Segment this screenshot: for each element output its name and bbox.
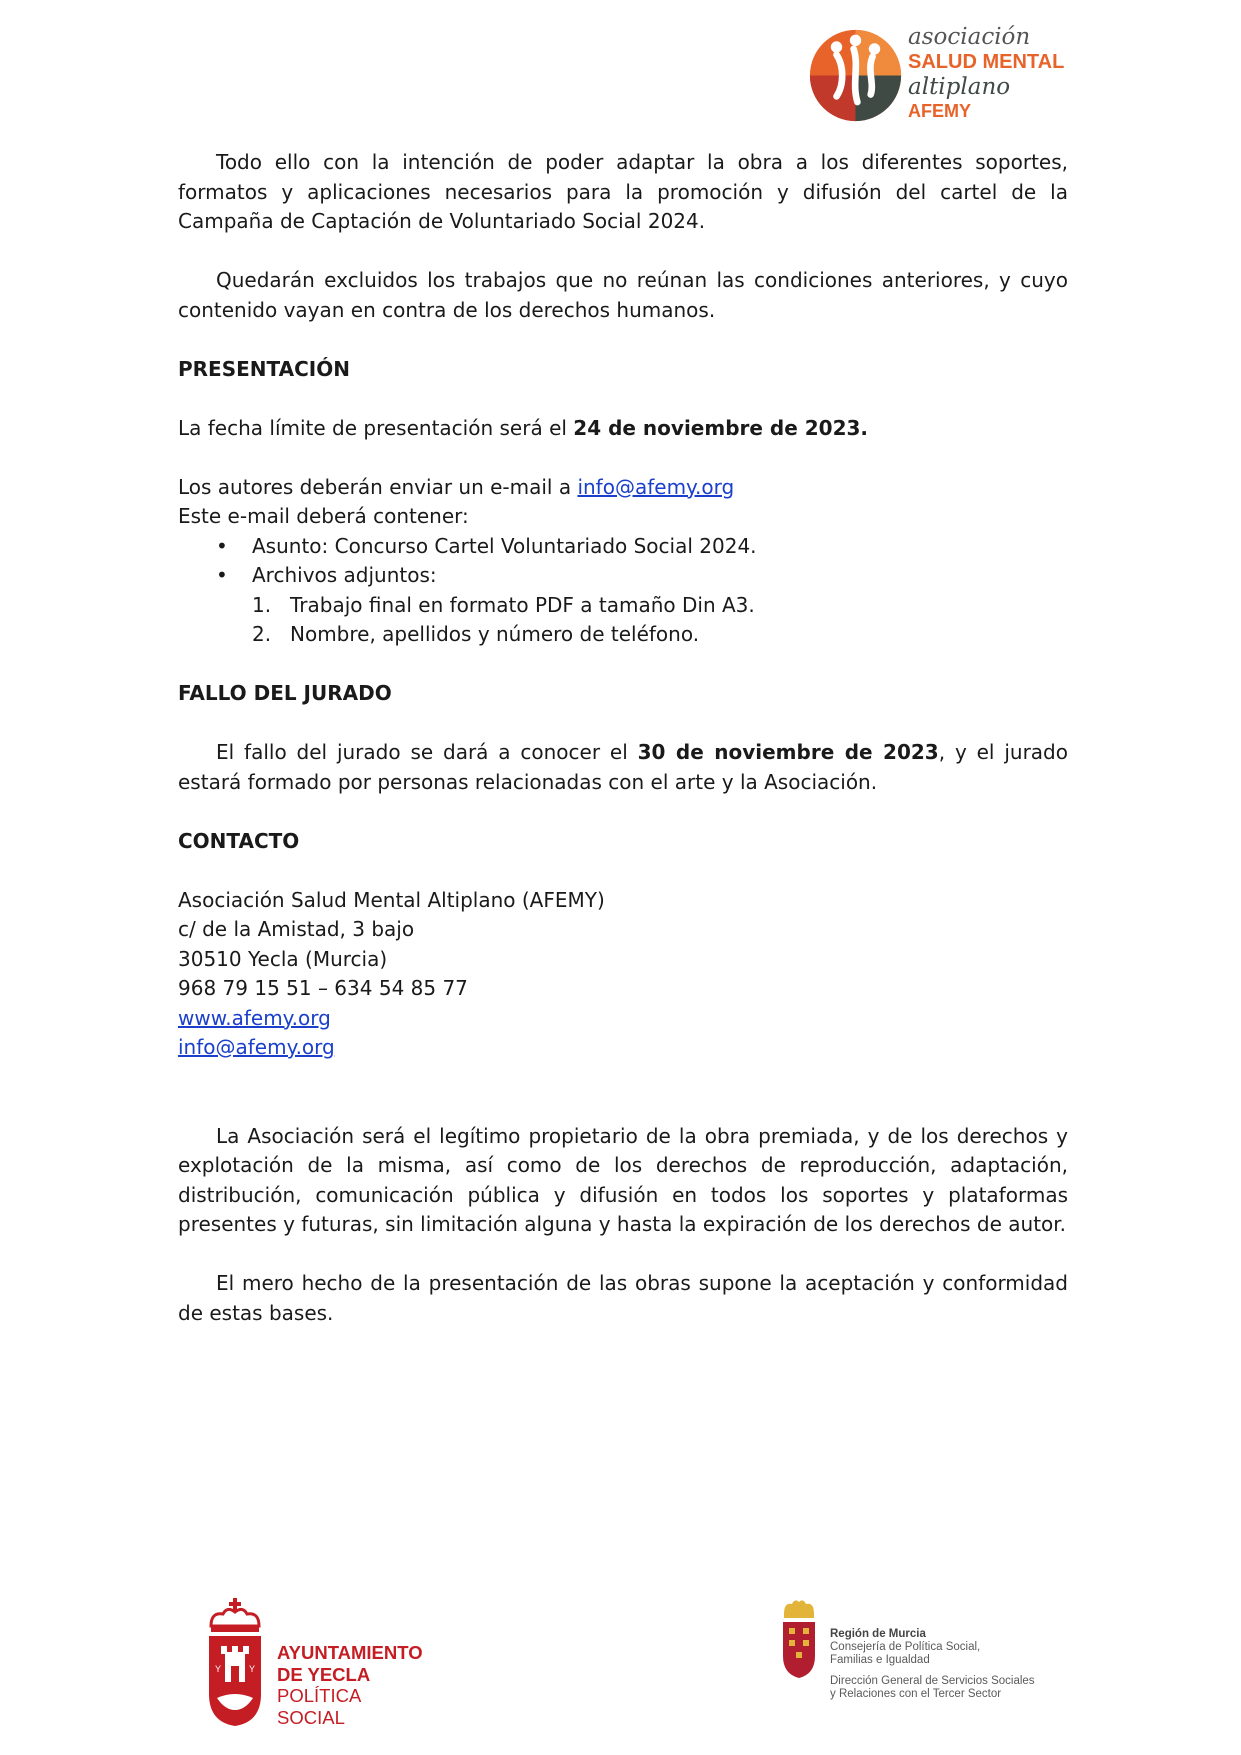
list-number: 1. bbox=[252, 592, 272, 617]
murcia-crest-icon bbox=[780, 1598, 818, 1680]
email-line bbox=[178, 473, 1068, 503]
murcia-line-familias: Familias e Igualdad bbox=[830, 1654, 930, 1666]
heading-contacto: CONTACTO bbox=[178, 828, 300, 853]
yecla-line-politica: POLÍTICA bbox=[277, 1685, 362, 1706]
murcia-line-consejeria: Consejería de Política Social, bbox=[830, 1641, 981, 1653]
yecla-line-social: SOCIAL bbox=[277, 1706, 345, 1728]
afemy-logo bbox=[808, 26, 1068, 126]
fallo-date: 30 de noviembre de 2023 bbox=[637, 740, 939, 764]
murcia-line-region: Región de Murcia bbox=[830, 1628, 926, 1640]
paragraph-rights: La Asociación será el legítimo propietario de la obra premiada, y de los derechos y explotación de la misma, así como de los derechos de reproducción, adaptación, distribución, comunicación pública y difusión en todos los soportes y plataformas presentes y futuras, sin limitación alguna y hasta la expiración de los derechos de autor. bbox=[178, 1123, 1068, 1236]
yecla-crest-icon bbox=[205, 1598, 265, 1728]
afemy-logo-text bbox=[908, 26, 1064, 120]
fallo-prefix: El fallo del jurado se dará a conocer el bbox=[216, 740, 638, 764]
region-murcia-logo bbox=[780, 1598, 1035, 1708]
paragraph-exclusions: Quedarán excluidos los trabajos que no reúnan las condiciones anteriores, y cuyo contenido vayan en contra de los derechos humanos. bbox=[178, 268, 1068, 322]
heading-fallo-jurado: FALLO DEL JURADO bbox=[178, 681, 392, 705]
logo-line-asociacion: asociación bbox=[908, 24, 1031, 50]
deadline-line bbox=[178, 414, 1068, 444]
murcia-line-tercer-sector: y Relaciones con el Tercer Sector bbox=[830, 1688, 1002, 1700]
email-contains-line: Este e-mail deberá contener: bbox=[178, 504, 469, 528]
murcia-line-direccion: Dirección General de Servicios Sociales bbox=[830, 1675, 1035, 1687]
svg-text:Y: Y bbox=[215, 1664, 222, 1674]
contact-web-line bbox=[178, 1004, 1068, 1034]
afemy-logo-mark-icon bbox=[808, 28, 903, 123]
email-link[interactable]: info@afemy.org bbox=[577, 474, 735, 499]
paragraph-acceptance: El mero hecho de la presentación de las obras supone la aceptación y conformidad de estas bases. bbox=[178, 1271, 1068, 1325]
list-item bbox=[178, 591, 1068, 621]
paragraph-adaptation: Todo ello con la intención de poder adaptar la obra a los diferentes soportes, formatos y aplicaciones necesarios para la promoción y difusión del cartel de la Campaña de Captación de Voluntariado Social 2024. bbox=[178, 150, 1068, 233]
deadline-date: 24 de noviembre de 2023. bbox=[573, 415, 869, 440]
paragraph-fallo bbox=[178, 738, 1068, 797]
list-text: Trabajo final en formato PDF a tamaño Din A3. bbox=[290, 592, 755, 617]
svg-text:Y: Y bbox=[249, 1664, 256, 1674]
yecla-logo-text bbox=[277, 1642, 423, 1728]
yecla-line-ayuntamiento: AYUNTAMIENTO bbox=[277, 1642, 423, 1663]
email-requirements-list bbox=[178, 532, 1068, 591]
murcia-logo-text bbox=[830, 1628, 1035, 1701]
document-body bbox=[178, 148, 1068, 1328]
heading-presentacion: PRESENTACIÓN bbox=[178, 356, 350, 381]
website-link[interactable]: www.afemy.org bbox=[178, 1005, 331, 1030]
contact-phones: 968 79 15 51 – 634 54 85 77 bbox=[178, 976, 468, 1000]
contact-email-link[interactable]: info@afemy.org bbox=[178, 1035, 335, 1059]
attachments-list bbox=[178, 591, 1068, 650]
list-item: • Archivos adjuntos: bbox=[178, 561, 1068, 591]
deadline-prefix: La fecha límite de presentación será el bbox=[178, 415, 574, 440]
fallo-suffix: , y el jurado estará formado por personas relacionadas con el arte y la Asociación. bbox=[178, 740, 1068, 794]
contact-email-line bbox=[178, 1033, 1068, 1063]
email-prefix: Los autores deberán enviar un e-mail a bbox=[178, 474, 578, 499]
contact-city: 30510 Yecla (Murcia) bbox=[178, 946, 388, 971]
list-item bbox=[178, 620, 1068, 650]
contact-street: c/ de la Amistad, 3 bajo bbox=[178, 917, 415, 941]
list-item: • Asunto: Concurso Cartel Voluntariado Social 2024. bbox=[178, 532, 1068, 562]
contact-name: Asociación Salud Mental Altiplano (AFEMY) bbox=[178, 887, 605, 912]
logo-line-altiplano: altiplano bbox=[908, 74, 1011, 100]
list-number: 2. bbox=[252, 622, 272, 646]
yecla-line-de-yecla: DE YECLA bbox=[277, 1663, 371, 1685]
logo-line-salud-mental: SALUD MENTAL bbox=[908, 51, 1065, 73]
list-text: Nombre, apellidos y número de teléfono. bbox=[290, 622, 700, 646]
logo-line-afemy: AFEMY bbox=[908, 101, 971, 121]
yecla-logo bbox=[205, 1598, 435, 1728]
